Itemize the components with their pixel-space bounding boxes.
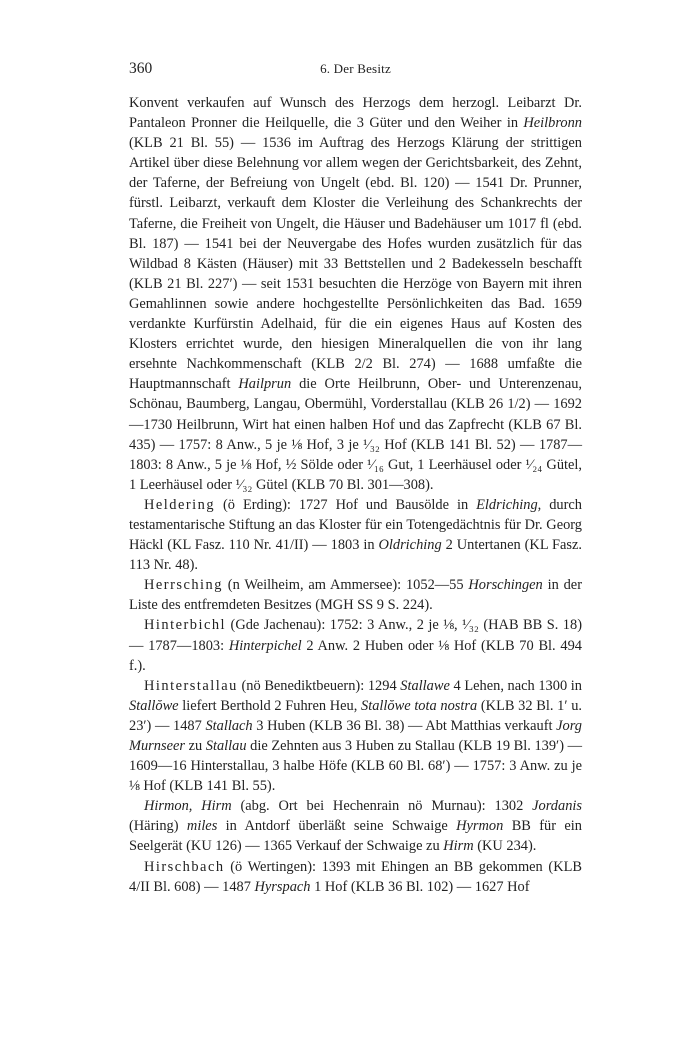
text-run: zu	[184, 738, 206, 754]
text-run: (ö Wertingen): 1393 mit Ehingen an BB gekommen (KLB 4/II Bl. 608) — 1487	[129, 858, 582, 895]
italic-text: Hyrmon	[456, 818, 504, 835]
text-run: 4 Lehen, nach 1300 in	[449, 677, 582, 694]
text-run: 2 Anw. 2 Huben oder ⅛ Hof (KLB 70 Bl. 494 f.).	[129, 637, 582, 674]
text-run: liefert Berthold 2 Fuhren Heu,	[178, 697, 362, 714]
entry-hirschbach	[129, 857, 582, 897]
text-run: (nö Benediktbeuern): 1294	[237, 677, 401, 694]
place-name: Hinterstallau	[144, 677, 238, 694]
text-run: Konvent verkaufen auf Wunsch des Herzogs dem herzogl. Leibarzt Dr. Pantaleon Pronner die Heilquelle, die 3 Güter und den Weiher in	[129, 95, 582, 132]
place-name: Heldering	[144, 496, 216, 513]
italic-text: Heilbronn	[523, 115, 582, 132]
entry-herrsching	[129, 575, 582, 615]
italic-text: Stallawe	[400, 677, 450, 694]
text-run: (n Weilheim, am Ammersee): 1052—55	[222, 577, 469, 594]
entry-hinterbichl	[129, 615, 582, 675]
italic-text: Stallau	[205, 738, 247, 754]
place-name: Hirschbach	[144, 858, 225, 875]
entry-heldering	[129, 495, 582, 575]
running-head	[129, 60, 582, 84]
italic-text: Hirm	[443, 838, 474, 855]
paragraph-heilbrunn-continuation	[129, 93, 582, 495]
body-text	[129, 93, 582, 897]
italic-text: Jorg Murnseer	[129, 717, 582, 754]
text-run: (KLB 32 Bl. 1′ u. 23′) — 1487	[129, 697, 582, 734]
text-run: (Gde Jachenau): 1752: 3 Anw., 2 je ⅛, ¹⁄₃₂ (HAB BB S. 18) — 1787—1803:	[129, 617, 582, 654]
text-run: 1 Hof (KLB 36 Bl. 102) — 1627 Hof	[310, 878, 530, 895]
text-run: die Zehnten aus 3 Huben zu Stallau (KLB 19 Bl. 139′) — 1609—16 Hinterstallau, 3 halbe Höfe (KLB 60 Bl. 68′) — 1757: 3 Anw. zu je ⅛ Hof (KLB 141 Bl. 55).	[129, 738, 582, 795]
italic-text: Eldriching,	[476, 496, 542, 513]
italic-text: miles	[186, 818, 218, 835]
italic-text: Stallŏwe	[129, 697, 179, 714]
text-run: (KLB 21 Bl. 55) — 1536 im Auftrag des Herzogs Klärung der strittigen Artikel über diese Belehnung vor allem wegen der Gerichtsbarkeit, des Zehnt, der Taferne, der Befreiung von Ungelt (ebd. Bl. 120) — 1541 Dr. Prunner, fürstl. Leibarzt, verkauft dem Kloster die Verleihung des Schankrechts der Taferne, die Freiheit von Ungelt, die Häuser und Badehäuser um 1017 fl (ebd. Bl. 187) — 1541 bei der Neuvergabe des Hofes wurden zusätzlich für das Wildbad 8 Kästen (Häuser) mit 33 Bettstellen und 2 Badekesseln beschafft (KLB 21 Bl. 227′) — seit 1531 besuchten die Herzöge von Bayern mit ihren Gemahlinnen sowie andere hochgestellte Persönlichkeiten das Bad. 1659 verdankte Kurfürstin Adelhaid, für die ein eigenes Haus auf Kosten des Klosters errichtet wurde, den hiesigen Mineralquellen die von ihr lang ersehnte Nachkommenschaft (KLB 2/2 Bl. 274) — 1688 umfaßte die Hauptmannschaft	[129, 135, 582, 393]
text-run: 2 Untertanen (KL Fasz. 113 Nr. 48).	[129, 537, 582, 574]
italic-text: Stallŏwe tota nostra	[361, 697, 478, 714]
chapter-title: 6. Der Besitz	[320, 61, 391, 76]
italic-text: Hailprun	[238, 376, 292, 393]
text-run: (ö Erding): 1727 Hof und Bausölde in	[215, 496, 477, 513]
entry-hinterstallau	[129, 676, 582, 797]
italic-text: Oldriching	[378, 537, 442, 554]
text-run: (Häring)	[129, 818, 187, 835]
text-run: in der Liste des entfremdeten Besitzes (MGH SS 9 S. 224).	[129, 577, 582, 614]
page-number: 360	[129, 60, 153, 77]
text-run: (KU 234).	[473, 838, 537, 855]
italic-text: Stallach	[205, 717, 253, 734]
text-run: in Antdorf überläßt seine Schwaige	[217, 818, 457, 835]
italic-text: Horschingen	[468, 577, 543, 594]
text-run: 3 Huben (KLB 36 Bl. 38) — Abt Matthias verkauft	[252, 717, 557, 734]
book-page	[129, 60, 582, 897]
text-run: durch testamentarische Stiftung an das Kloster für ein Totengedächtnis für Dr. Georg Häckl (KL Fasz. 110 Nr. 41/II) — 1803 in	[129, 496, 582, 554]
italic-text: Hinterpichel	[228, 637, 302, 654]
text-run: (abg. Ort bei Hechenrain nö Murnau): 1302	[231, 798, 533, 815]
place-name: Herrsching	[144, 577, 223, 594]
text-run: die Orte Heilbrunn, Ober- und Unterenzenau, Schönau, Baumberg, Langau, Obermühl, Vorderstallau (KLB 26 1/2) — 1692—1730 Heilbrunn, Wirt hat einen halben Hof und das Zapfrecht (KLB 67 Bl. 435) — 1757: 8 Anw., 5 je ⅛ Hof, 3 je ¹⁄₃₂ Hof (KLB 141 Bl. 52) — 1787—1803: 8 Anw., 5 je ⅛ Hof, ½ Sölde oder ¹⁄₁₆ Gut, 1 Leerhäusel oder ¹⁄₂₄ Gütel, 1 Leerhäusel oder ¹⁄₃₂ Gütel (KLB 70 Bl. 301—308).	[129, 376, 582, 493]
place-name: Hinterbichl	[144, 617, 227, 634]
italic-text: Hyrspach	[254, 878, 311, 895]
italic-text: Jordanis	[532, 798, 582, 815]
italic-text: Hirmon, Hirm	[144, 798, 232, 815]
entry-hirmon	[129, 796, 582, 856]
text-run: BB für ein Seelgerät (KU 126) — 1365 Verkauf der Schwaige zu	[129, 818, 582, 855]
